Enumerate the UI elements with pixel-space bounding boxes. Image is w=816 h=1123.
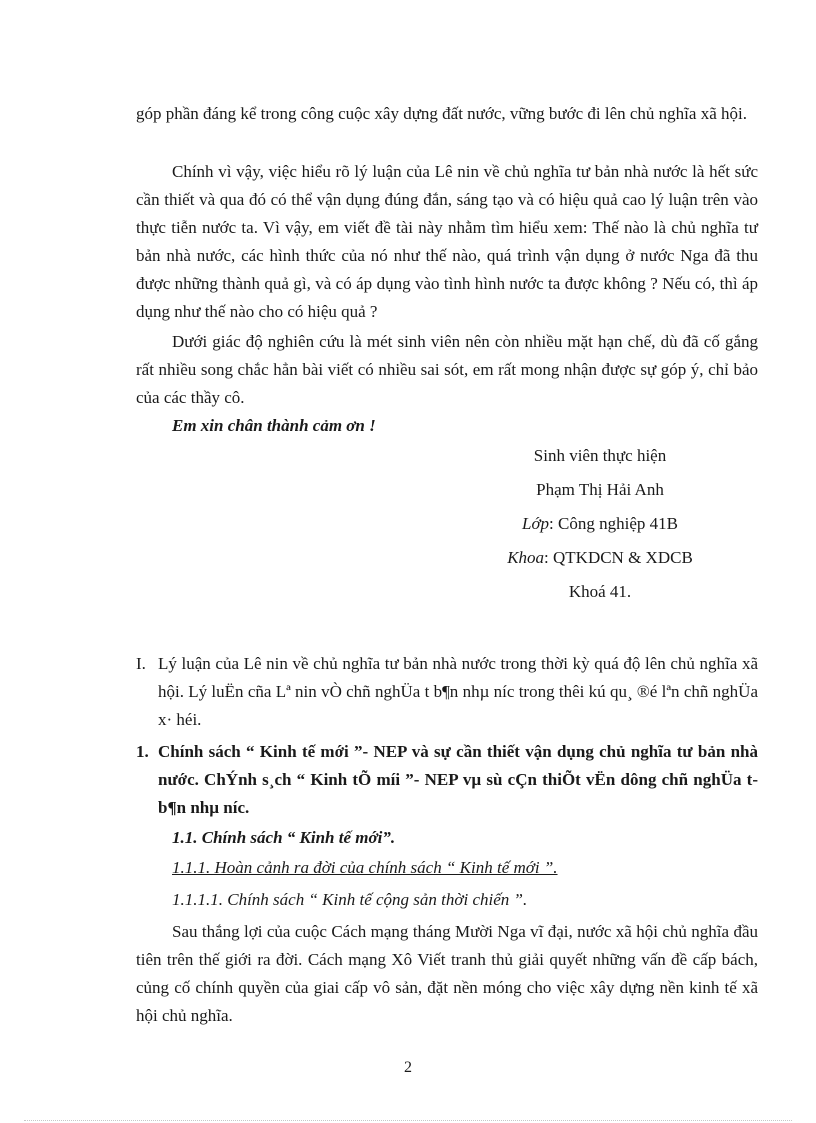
class-label: Lớp <box>522 514 550 533</box>
page-number: 2 <box>404 1059 412 1076</box>
subsection-1-1-1: 1.1.1. Hoàn cảnh ra đời của chính sách “ Kinh tế mới ”. <box>172 858 558 877</box>
paragraph-intro-continuation: góp phần đáng kể trong công cuộc xây dựng đất nước, vững bước đi lên chủ nghĩa xã hội. <box>136 104 747 123</box>
paragraph-apology: Dưới giác độ nghiên cứu là mét sinh viên nên còn nhiều mặt hạn chế, dù đã cố gắng rất nhiều song chắc hẳn bài viết có nhiều sai sót, em rất mong nhận được sự góp ý, chỉ bảo của các thầy cô. <box>136 332 758 407</box>
faculty-label: Khoa <box>507 548 545 567</box>
author-cohort: Khoá 41. <box>568 582 632 601</box>
section-title: Chính sách “ Kinh tế mới ”- NEP và sự cần thiết vận dụng chủ nghĩa tư bản nhà nước. ChÝnh s¸ch “ Kinh tÕ míi ”- NEP vµ sù cÇn thiÕt vËn dông chñ nghÜa t b¶n nhµ níc. <box>158 742 758 817</box>
page-bottom-divider <box>24 1120 792 1121</box>
paragraph-purpose: Chính vì vậy, việc hiểu rõ lý luận của Lê nin về chủ nghĩa tư bản nhà nước là hết sức cần thiết và qua đó có thể vận dụng đúng đắn, sáng tạo và có hiệu quả cao lý luận trên vào thực tiễn nước ta. Vì vậy, em viết đề tài này nhằm tìm hiểu xem: Thế nào là chủ nghĩa tư bản nhà nước, các hình thức của nó như thế nào, quá trình vận dụng ở nước Nga đã thu được những thành quả gì, và có áp dụng vào tình hình nước ta được không ? Nếu có, thì áp dụng như thế nào cho có hiệu quả ? <box>136 162 758 321</box>
subsection-1-1-1-1: 1.1.1.1. Chính sách “ Kinh tế cộng sản thời chiến ”. <box>172 890 528 909</box>
class-value: : Công nghiệp 41B <box>549 514 678 533</box>
section-number: 1. <box>136 742 149 761</box>
faculty-value: : QTKDCN & XDCB <box>544 548 693 567</box>
subsection-1-1: 1.1. Chính sách “ Kinh tế mới”. <box>172 828 396 847</box>
author-faculty <box>450 541 750 575</box>
paragraph-history: Sau thắng lợi của cuộc Cách mạng tháng Mười Nga vĩ đại, nước xã hội chủ nghĩa đầu tiên trên thế giới ra đời. Cách mạng Xô Viết tranh thủ giải quyết những vấn đề cấp bách, củng cố chính quyền của giai cấp vô sản, đặt nền móng cho việc xây dựng nền kinh tế xã hội chủ nghĩa. <box>136 922 758 1025</box>
section-heading-I <box>136 650 758 734</box>
section-number: I. <box>136 654 146 673</box>
thanks-line: Em xin chân thành cảm ơn ! <box>172 416 376 435</box>
author-class <box>450 507 750 541</box>
section-heading-1 <box>136 738 758 822</box>
author-name: Phạm Thị Hải Anh <box>536 480 664 499</box>
signature-role: Sinh viên thực hiện <box>533 446 667 465</box>
section-title: Lý luận của Lê nin về chủ nghĩa tư bản nhà nước trong thời kỳ quá độ lên chủ nghĩa xã hội. Lý luËn cña Lª nin vÒ chñ nghÜa t b¶n nhµ níc trong thêi kú qu¸ ®é lªn chñ nghÜa x· héi. <box>158 654 758 729</box>
